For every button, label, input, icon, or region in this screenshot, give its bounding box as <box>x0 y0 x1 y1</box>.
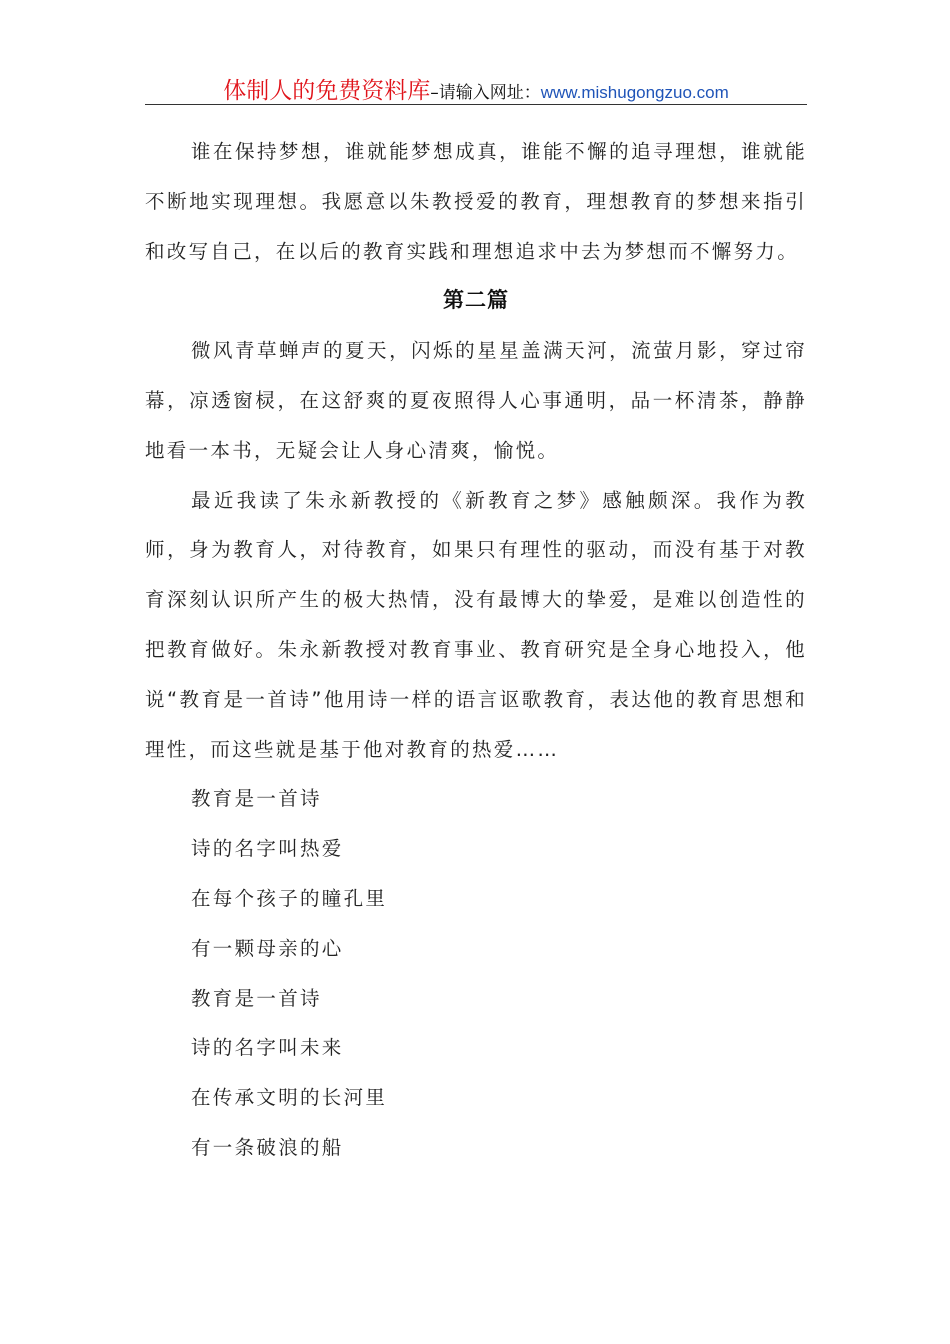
poem-line: 教育是一首诗 <box>191 787 322 811</box>
header-prompt: –请输入网址： <box>430 83 541 103</box>
document-body <box>145 127 807 1173</box>
paragraph-intro: 谁在保持梦想，谁就能梦想成真，谁能不懈的追寻理想，谁就能不断地实现理想。我愿意以朱教授爱的教育，理想教育的梦想来指引和改写自己，在以后的教育实践和理想追求中去为梦想而不懈努力。 <box>145 140 807 263</box>
paragraph-reading-reflection: 最近我读了朱永新教授的《新教育之梦》感触颇深。我作为教师，身为教育人，对待教育，如果只有理性的驱动，而没有基于对教育深刻认识所产生的极大热情，没有最博大的挚爱，是难以创造性的把教育做好。朱永新教授对教育事业、教育研究是全身心地投入，他说“教育是一首诗”他用诗一样的语言讴歌教育，表达他的教育思想和理性，而这些就是基于他对教育的热爱…… <box>145 488 807 761</box>
header-url-link[interactable]: www.mishugongzuo.com <box>540 83 729 102</box>
poem-line: 教育是一首诗 <box>191 986 322 1010</box>
poem-line: 诗的名字叫热爱 <box>191 837 344 861</box>
poem-line: 有一条破浪的船 <box>191 1135 344 1159</box>
poem-line: 在传承文明的长河里 <box>191 1086 388 1110</box>
section-title: 第二篇 <box>443 288 509 313</box>
paragraph-summer-night: 微风青草蝉声的夏天，闪烁的星星盖满天河，流萤月影，穿过帘幕，凉透窗棂，在这舒爽的夏夜照得人心事通明，品一杯清茶，静静地看一本书，无疑会让人身心清爽，愉悦。 <box>145 339 807 462</box>
page-header <box>145 72 807 105</box>
poem-line: 诗的名字叫未来 <box>191 1036 344 1060</box>
poem-line: 有一颗母亲的心 <box>191 936 344 960</box>
header-brand: 体制人的免费资料库 <box>223 78 431 104</box>
poem-line: 在每个孩子的瞳孔里 <box>191 886 388 910</box>
